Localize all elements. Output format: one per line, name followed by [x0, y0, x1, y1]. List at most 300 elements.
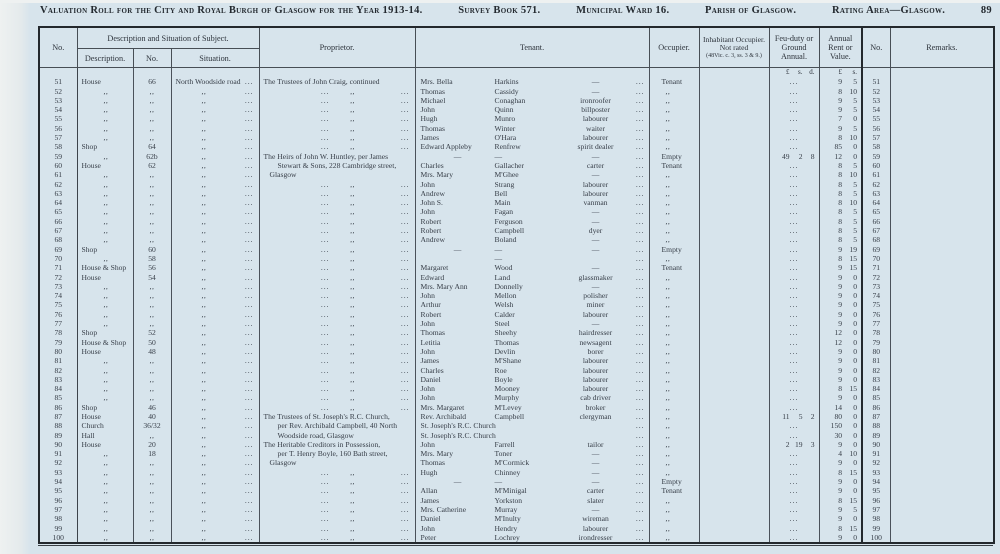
proprietor-ditto: ,,: [350, 198, 355, 208]
table-row: [39, 310, 994, 319]
description-cell: ,,: [77, 170, 133, 179]
street-number-cell: ,,: [133, 198, 171, 207]
tenant-cell: [415, 170, 649, 179]
annual-rent-cell: [819, 254, 862, 263]
street-number-cell: 50: [133, 338, 171, 347]
proprietor-ditto: ,,: [350, 95, 355, 105]
occupier-cell: Tenant: [649, 161, 699, 170]
feu-dots: ...: [789, 532, 799, 542]
doc-header: [40, 5, 992, 16]
situation-text: ,,: [201, 226, 207, 236]
rent-pounds: 7: [838, 114, 843, 124]
feu-duty-cell: [769, 366, 819, 375]
remarks-cell: [890, 328, 994, 337]
proprietor-dots-right: ...: [400, 337, 410, 347]
remarks-cell: [890, 96, 994, 105]
table-row: [39, 245, 994, 254]
situation-text: ,,: [201, 430, 207, 440]
proprietor-cell: [259, 356, 415, 365]
tenant-occupation: labourer: [582, 523, 609, 533]
remarks-cell: [890, 217, 994, 226]
tenant-forename: Thomas: [420, 328, 445, 338]
description-cell: ,,: [77, 393, 133, 402]
situation-text: ,,: [201, 467, 207, 477]
situation-text: ,,: [201, 495, 207, 505]
row-number-right-cell: 53: [862, 96, 890, 105]
rent-shillings: 0: [853, 142, 858, 152]
row-number-cell: 81: [54, 356, 63, 366]
rent-shillings: 15: [849, 253, 858, 263]
feu-duty-cell: [769, 496, 819, 505]
table-row: [39, 300, 994, 309]
street-number-cell: ,,: [133, 207, 171, 216]
situation-cell: [171, 124, 259, 133]
feu-shillings: 5: [798, 411, 803, 421]
proprietor-dots-left: ...: [320, 244, 330, 254]
occupier-cell: ,,: [649, 524, 699, 533]
tenant-cell: [415, 180, 649, 189]
situation-cell: [171, 161, 259, 170]
remarks-cell: [890, 338, 994, 347]
proprietor-cell: [259, 458, 415, 467]
proprietor-ditto: ,,: [350, 179, 355, 189]
street-number-cell: 58: [133, 254, 171, 263]
street-number-cell: 54: [133, 273, 171, 282]
row-number-right-cell: 55: [862, 114, 890, 123]
tenant-cell: [415, 291, 649, 300]
table-row: [39, 412, 994, 421]
tenant-occupation: dyer: [588, 226, 603, 236]
inhabitant-occupier-cell: [699, 440, 769, 449]
tenant-surname: Fagan: [494, 207, 514, 217]
row-number-cell: 96: [54, 495, 63, 505]
proprietor-dots-right: ...: [400, 309, 410, 319]
situation-text: ,,: [201, 402, 207, 412]
row-number-right-cell: 84: [862, 384, 890, 393]
situation-cell: [171, 440, 259, 449]
proprietor-cell: [259, 124, 415, 133]
inhabitant-occupier-cell: [699, 375, 769, 384]
feu-duty-cell: [769, 263, 819, 272]
tenant-surname: Harkins: [494, 77, 519, 87]
occupier-cell: ,,: [649, 328, 699, 337]
tenant-occupation: labourer: [582, 133, 609, 143]
proprietor-dots-left: ...: [320, 95, 330, 105]
proprietor-text: Glasgow: [269, 170, 297, 180]
inhabitant-occupier-cell: [699, 356, 769, 365]
situation-text: ,,: [201, 309, 207, 319]
street-number-cell: ,,: [133, 180, 171, 189]
tenant-occupation: polisher: [583, 291, 608, 301]
rent-shillings: 0: [853, 272, 858, 282]
tenant-surname: Main: [494, 198, 511, 208]
inhabitant-occupier-cell: [699, 468, 769, 477]
rent-pounds: 8: [838, 216, 843, 226]
proprietor-cell: [259, 486, 415, 495]
tenant-occupation: wireman: [582, 514, 609, 524]
rent-shillings: 0: [853, 532, 858, 542]
row-number-cell: 57: [54, 133, 63, 143]
feu-dots: ...: [789, 142, 799, 152]
row-number-right-cell: 82: [862, 366, 890, 375]
annual-rent-cell: [819, 152, 862, 161]
remarks-cell: [890, 161, 994, 170]
tenant-cell: [415, 496, 649, 505]
situation-cell: [171, 105, 259, 114]
table-row: [39, 226, 994, 235]
feu-duty-cell: [769, 105, 819, 114]
occupier-cell: ,,: [649, 300, 699, 309]
description-cell: ,,: [77, 496, 133, 505]
situation-dots: ...: [244, 411, 254, 421]
row-number-cell: 72: [54, 272, 63, 282]
tenant-surname: Sheehy: [494, 328, 517, 338]
annual-rent-cell: [819, 273, 862, 282]
row-number-cell: 52: [54, 86, 63, 96]
proprietor-cell: [259, 347, 415, 356]
row-number-right-cell: 85: [862, 393, 890, 402]
remarks-cell: [890, 291, 994, 300]
remarks-cell: [890, 356, 994, 365]
proprietor-dots-right: ...: [400, 291, 410, 301]
tenant-dots: ...: [635, 142, 645, 152]
situation-cell: [171, 189, 259, 198]
row-number-right-cell: 76: [862, 310, 890, 319]
proprietor-dots-left: ...: [320, 495, 330, 505]
feu-pounds: 11: [782, 411, 790, 421]
tenant-occupation: labourer: [582, 365, 609, 375]
table-row: [39, 291, 994, 300]
proprietor-dots-right: ...: [400, 477, 410, 487]
situation-dots: ...: [244, 170, 254, 180]
situation-cell: [171, 496, 259, 505]
feu-duty-cell: [769, 440, 819, 449]
situation-dots: ...: [244, 523, 254, 533]
street-number-cell: ,,: [133, 458, 171, 467]
situation-dots: ...: [244, 105, 254, 115]
proprietor-ditto: ,,: [350, 384, 355, 394]
proprietor-dots-left: ...: [320, 532, 330, 542]
proprietor-dots-left: ...: [320, 226, 330, 236]
tenant-dots: ...: [635, 253, 645, 263]
proprietor-ditto: ,,: [350, 346, 355, 356]
tenant-occupation: —: [591, 207, 600, 217]
feu-duty-cell: [769, 384, 819, 393]
table-row: [39, 431, 994, 440]
parish-label: Parish of Glasgow.: [705, 5, 797, 16]
tenant-dots: ...: [635, 532, 645, 542]
rent-shillings: 0: [853, 421, 858, 431]
proprietor-dots-right: ...: [400, 123, 410, 133]
inhabitant-occupier-cell: [699, 263, 769, 272]
annual-rent-cell: [819, 458, 862, 467]
street-number-cell: ,,: [133, 96, 171, 105]
description-cell: ,,: [77, 319, 133, 328]
row-number-cell: 66: [54, 216, 63, 226]
situation-cell: [171, 505, 259, 514]
situation-dots: ...: [244, 504, 254, 514]
units-prop-cell: [259, 68, 415, 78]
street-number-cell: ,,: [133, 217, 171, 226]
tenant-forename: Rev. Archibald: [420, 411, 467, 421]
tenant-forename: Edward: [420, 272, 445, 282]
tenant-surname: Wood: [494, 263, 513, 273]
tenant-surname: Farrell: [494, 439, 515, 449]
situation-text: ,,: [201, 374, 207, 384]
street-number-cell: ,,: [133, 375, 171, 384]
occupier-cell: ,,: [649, 319, 699, 328]
remarks-cell: [890, 198, 994, 207]
units-no-cell: [39, 68, 77, 78]
tenant-surname: Hendry: [494, 523, 518, 533]
tenant-cell: [415, 254, 649, 263]
proprietor-dots-left: ...: [320, 142, 330, 152]
situation-cell: [171, 524, 259, 533]
inhabitant-occupier-cell: [699, 431, 769, 440]
tenant-surname: Campbell: [494, 411, 525, 421]
tenant-cell: [415, 533, 649, 543]
feu-duty-cell: [769, 375, 819, 384]
col-head-remarks: Remarks.: [890, 27, 994, 68]
description-cell: ,,: [77, 458, 133, 467]
feu-dots: ...: [789, 523, 799, 533]
rent-pounds: 8: [838, 170, 843, 180]
tenant-occupation: labourer: [582, 374, 609, 384]
proprietor-text: Glasgow: [269, 458, 297, 468]
rent-pounds: 9: [838, 486, 843, 496]
situation-text: ,,: [201, 458, 207, 468]
rent-shillings: 5: [853, 504, 858, 514]
tenant-cell: [415, 207, 649, 216]
occupier-cell: ,,: [649, 105, 699, 114]
row-number-right-cell: 87: [862, 412, 890, 421]
annual-rent-cell: [819, 300, 862, 309]
feu-duty-cell: [769, 338, 819, 347]
situation-text: North Woodside road: [175, 77, 241, 87]
units-inh-cell: [699, 68, 769, 78]
situation-cell: [171, 310, 259, 319]
tenant-forename: Hugh: [420, 114, 438, 124]
proprietor-cell: [259, 310, 415, 319]
rent-shillings: 0: [853, 439, 858, 449]
tenant-forename: Mrs. Margaret: [420, 402, 465, 412]
tenant-occupation: —: [591, 77, 600, 87]
annual-rent-cell: [819, 170, 862, 179]
tenant-cell: [415, 152, 649, 161]
annual-rent-cell: [819, 366, 862, 375]
situation-text: ,,: [201, 532, 207, 542]
proprietor-ditto: ,,: [350, 244, 355, 254]
remarks-cell: [890, 524, 994, 533]
row-number-right-cell: 69: [862, 245, 890, 254]
feu-duty-cell: [769, 514, 819, 523]
feu-pounds: 49: [781, 151, 790, 161]
table-row: [39, 254, 994, 263]
rent-pounds: 9: [838, 95, 843, 105]
remarks-cell: [890, 273, 994, 282]
table-row: [39, 273, 994, 282]
tenant-cell: [415, 161, 649, 170]
inhabitant-occupier-cell: [699, 133, 769, 142]
feu-dots: ...: [789, 319, 799, 329]
tenant-occupation: billposter: [581, 105, 610, 115]
situation-dots: ...: [244, 86, 254, 96]
occupier-cell: ,,: [649, 254, 699, 263]
description-cell: ,,: [77, 226, 133, 235]
tenant-occupation: —: [591, 86, 600, 96]
row-number-right-cell: 79: [862, 338, 890, 347]
feu-dots: ...: [789, 300, 799, 310]
table-row: [39, 338, 994, 347]
proprietor-cell: [259, 421, 415, 430]
remarks-cell: [890, 180, 994, 189]
table-row: [39, 114, 994, 123]
description-cell: ,,: [77, 254, 133, 263]
situation-text: ,,: [201, 272, 207, 282]
row-number-cell: 56: [54, 123, 63, 133]
proprietor-ditto: ,,: [350, 272, 355, 282]
remarks-cell: [890, 375, 994, 384]
tenant-surname: Mooney: [494, 384, 520, 394]
rent-shillings: 5: [853, 216, 858, 226]
remarks-cell: [890, 282, 994, 291]
situation-text: ,,: [201, 328, 207, 338]
inhabitant-occupier-cell: [699, 96, 769, 105]
table-row: [39, 96, 994, 105]
rent-pounds: 12: [834, 328, 843, 338]
description-cell: ,,: [77, 366, 133, 375]
proprietor-text: per Rev. Archibald Campbell, 40 North: [277, 421, 398, 431]
situation-text: ,,: [201, 142, 207, 152]
tenant-cell: [415, 468, 649, 477]
situation-text: ,,: [201, 235, 207, 245]
tenant-cell: [415, 356, 649, 365]
inhabitant-occupier-cell: [699, 226, 769, 235]
proprietor-dots-right: ...: [400, 374, 410, 384]
situation-cell: [171, 142, 259, 151]
occupier-cell: ,,: [649, 468, 699, 477]
tenant-cell: [415, 505, 649, 514]
occupier-cell: ,,: [649, 505, 699, 514]
rent-pounds: 9: [838, 281, 843, 291]
remarks-cell: [890, 263, 994, 272]
occupier-cell: ,,: [649, 403, 699, 412]
proprietor-dots-right: ...: [400, 319, 410, 329]
tenant-forename: John: [420, 319, 435, 329]
proprietor-text: The Trustees of John Craig, continued: [263, 77, 380, 87]
tenant-dots: ...: [635, 263, 645, 273]
row-number-right-cell: 58: [862, 142, 890, 151]
proprietor-dots-right: ...: [400, 365, 410, 375]
description-cell: ,,: [77, 310, 133, 319]
tenant-forename: John: [420, 346, 435, 356]
description-cell: ,,: [77, 87, 133, 96]
tenant-occupation: labourer: [582, 356, 609, 366]
tenant-cell: [415, 87, 649, 96]
situation-dots: ...: [244, 179, 254, 189]
annual-rent-cell: [819, 347, 862, 356]
tenant-cell: [415, 366, 649, 375]
situation-dots: ...: [244, 272, 254, 282]
row-number-cell: 100: [52, 532, 64, 542]
inhabitant-occupier-cell: [699, 393, 769, 402]
proprietor-cell: [259, 207, 415, 216]
rent-shillings: 19: [849, 244, 858, 254]
proprietor-ditto: ,,: [350, 374, 355, 384]
proprietor-ditto: ,,: [350, 514, 355, 524]
rent-pounds: 9: [838, 439, 843, 449]
feu-duty-cell: [769, 142, 819, 151]
row-number-cell: 92: [54, 458, 63, 468]
row-number-right-cell: 80: [862, 347, 890, 356]
proprietor-cell: [259, 180, 415, 189]
row-number-cell: 68: [54, 235, 63, 245]
occupier-cell: Tenant: [649, 486, 699, 495]
row-number-cell: 97: [54, 504, 63, 514]
feu-dots: ...: [789, 198, 799, 208]
feu-dots: ...: [789, 77, 799, 87]
occupier-cell: ,,: [649, 431, 699, 440]
situation-text: ,,: [201, 477, 207, 487]
tenant-surname: Steel: [494, 319, 510, 329]
feu-dots: ...: [789, 272, 799, 282]
occupier-cell: ,,: [649, 440, 699, 449]
tenant-dots: ...: [635, 95, 645, 105]
tenant-occupation: labourer: [582, 179, 609, 189]
table-row: [39, 524, 994, 533]
row-number-cell: 86: [54, 402, 63, 412]
col-head-street-no: No.: [133, 49, 171, 68]
row-number-right-cell: 92: [862, 458, 890, 467]
tenant-occupation: carter: [586, 486, 605, 496]
rent-pounds: 8: [838, 160, 843, 170]
occupier-cell: Tenant: [649, 77, 699, 86]
rent-shillings: 5: [853, 235, 858, 245]
municipal-ward-label: Municipal Ward 16.: [576, 5, 670, 16]
table-row: [39, 440, 994, 449]
situation-text: ,,: [201, 291, 207, 301]
row-number-right-cell: 51: [862, 77, 890, 86]
tenant-cell: [415, 217, 649, 226]
tenant-occupation: —: [591, 449, 600, 459]
situation-cell: [171, 347, 259, 356]
feu-dots: ...: [789, 291, 799, 301]
remarks-cell: [890, 310, 994, 319]
proprietor-ditto: ,,: [350, 300, 355, 310]
row-number-cell: 77: [54, 319, 63, 329]
situation-dots: ...: [244, 114, 254, 124]
feu-duty-cell: [769, 319, 819, 328]
inhabitant-occupier-cell: [699, 486, 769, 495]
proprietor-dots-left: ...: [320, 179, 330, 189]
proprietor-cell: [259, 189, 415, 198]
remarks-cell: [890, 114, 994, 123]
feu-dots: ...: [789, 86, 799, 96]
description-cell: Shop: [77, 403, 133, 412]
rent-shillings: 0: [853, 402, 858, 412]
proprietor-dots-left: ...: [320, 486, 330, 496]
feu-dots: ...: [789, 226, 799, 236]
table-row: [39, 77, 994, 86]
proprietor-cell: [259, 366, 415, 375]
description-cell: House: [77, 161, 133, 170]
rent-shillings: 5: [853, 123, 858, 133]
row-number-cell: 62: [54, 179, 63, 189]
table-row: [39, 198, 994, 207]
feu-pence: 3: [810, 439, 815, 449]
street-number-cell: ,,: [133, 133, 171, 142]
description-cell: ,,: [77, 124, 133, 133]
